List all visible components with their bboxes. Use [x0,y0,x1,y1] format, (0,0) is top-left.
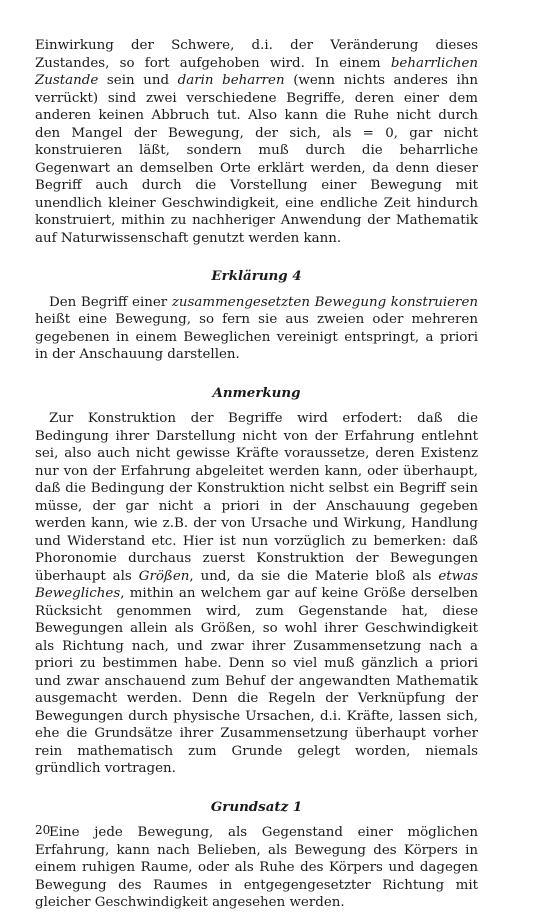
italic-text: etwas Bewegliches [35,568,478,601]
page-number: 20 [35,823,51,837]
paragraph-top [35,37,478,247]
italic-text: zusammengesetzten Bewegung konstruieren [171,294,478,310]
paragraph-anmerkung [35,410,478,778]
text-run: Eine jede Bewegung, als Gegenstand einer möglichen Erfahrung, kann nach Belieben, als Bewegung des Körpers in einem ruhigen Raume, oder als Ruhe des Körpers und dagegen Bewegung des Raumes in entgegengesetzter Richtung mit gleicher Geschwindigkeit angesehen werden. [35,825,478,910]
text-run: (wenn nichts anderes ihn verrückt) sind zwei verschiedene Begriffe, deren einer dem anderen keinen Abbruch tut. Also kann die Ruhe nicht durch den Mangel der Bewegung, der sich, als = 0, gar nicht konstruieren läßt, sondern muß durch die beharrliche Gegenwart an demselben Orte erklärt werden, da denn dieser Begriff auch durch die Vorstellung einer Bewegung mit unendlich kleiner Geschwindigkeit, eine endliche Zeit hindurch konstruiert, mithin zu nachheriger Anwendung der Mathematik auf Naturwissenschaft genutzt werden kann. [35,73,479,246]
text-run: Den Begriff einer [49,294,172,310]
heading-anmerkung: Anmerkung [212,384,301,401]
text-run: Zur Konstruktion der Begriffe wird erfodert: daß die Bedingung ihrer Darstellung nicht von der Erfahrung entlehnt sei, also auch nicht gewisse Kräfte voraussetze, deren Existenz nur von der Erfahrung abgeleitet werden kann, oder überhaupt, daß die Bedingung der Konstruktion nicht selbst ein Begriff sein müsse, der gar nicht a priori in der Anschauung gegeben werden kann, wie z.B. der von Ursache und Wirkung, Handlung und Widerstand etc. Hier ist nun vorzüglich zu bemerken: daß Phoronomie durchaus zuerst Konstruktion der Bewegungen überhaupt als [35,411,478,584]
heading-grundsatz-1: Grundsatz 1 [210,798,303,815]
italic-text: Größen [138,568,190,584]
text-run: sein und [98,73,178,88]
text-run: heißt eine Bewegung, so fern sie aus zweien oder mehreren gegebenen in einem Beweglichen vereinigt entspringt, a priori in der Anschauung darstellen. [35,312,478,362]
text-run: , mithin an welchem gar auf keine Größe derselben Rücksicht genommen wird, zum Gegenstande hat, diese Bewegungen allein als Größen, so wohl ihrer Geschwindigkeit als Richtung nach, und zwar ihrer Zusammensetzung nach a priori zu bestimmen habe. Denn so viel muß gänzlich a priori und zwar anschauend zum Behuf der angewandten Mathematik ausgemacht werden. Denn die Regeln der Verknüpfung der Bewegungen durch physische Ursachen, d.i. Kräfte, lassen sich, ehe die Grundsätze ihrer Zusammensetzung überhaupt vorher rein mathematisch zum Grunde gelegt worden, niemals gründlich vortragen. [35,586,478,776]
italic-text: beharrlichen Zustande [35,55,478,88]
italic-text: darin beharren [177,73,285,88]
page-body [35,37,478,912]
text-run: , und, da sie die Materie bloß als [189,568,439,584]
paragraph-grundsatz-1 [35,824,478,912]
text-run: Einwirkung der Schwere, d.i. der Veränderung dieses Zustandes, so fort aufgehoben wird. In einem [35,38,478,71]
heading-erklaerung-4: Erklärung 4 [211,268,302,284]
paragraph-erklaerung-4 [35,294,478,364]
